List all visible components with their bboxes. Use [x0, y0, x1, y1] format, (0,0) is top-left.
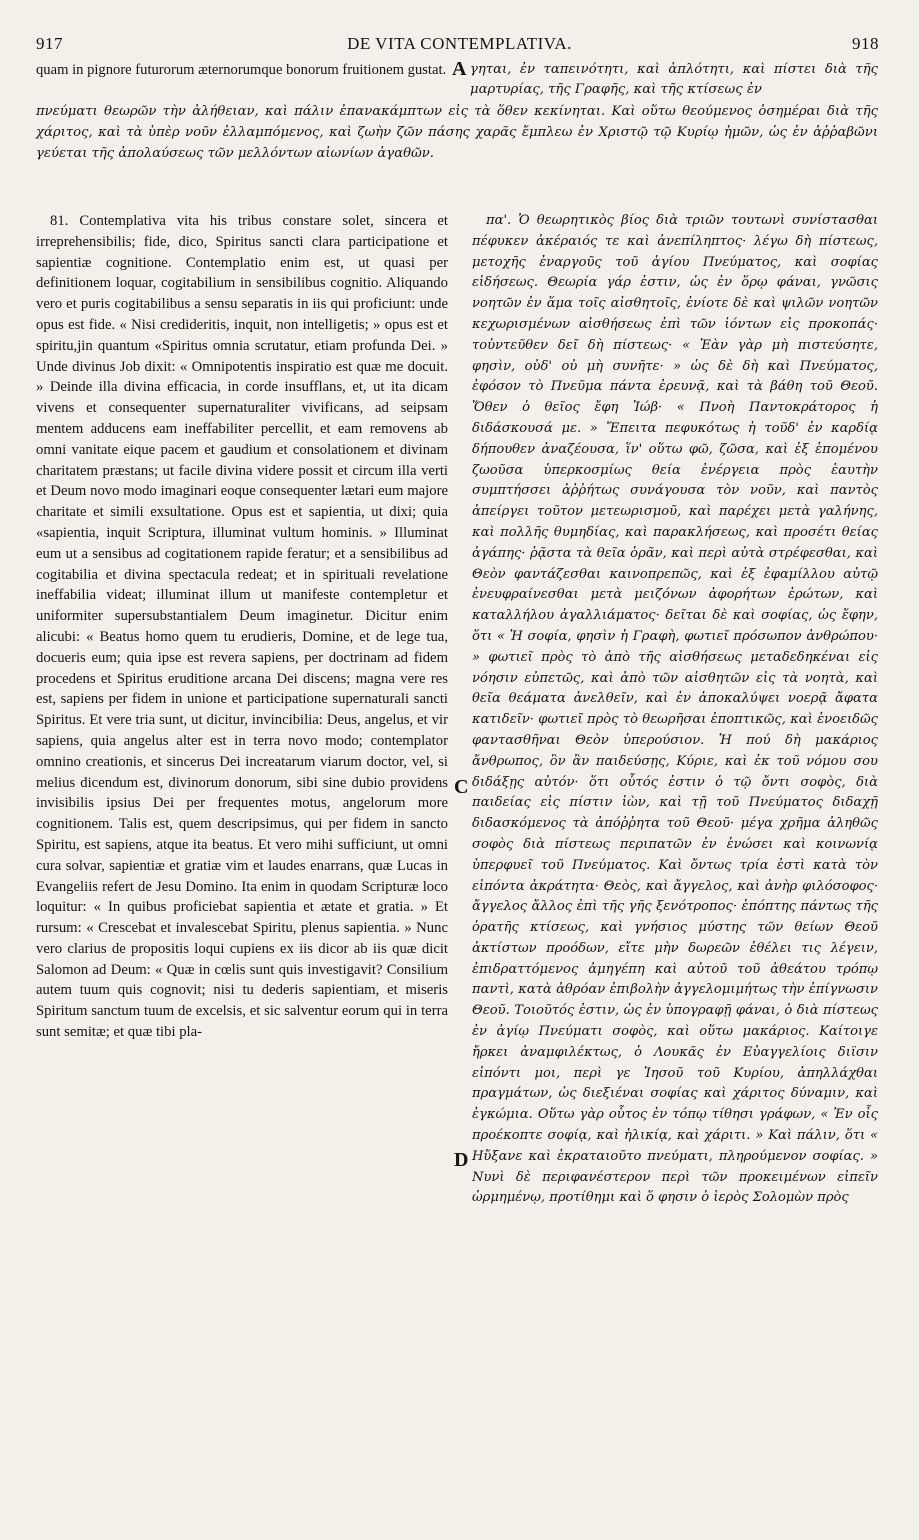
page-number-left: 917 [36, 34, 63, 53]
greek-full-width-passage: πνεύματι θεωρῶν τὴν ἀλήθειαν, καὶ πάλιν ἐπανακάμπτων εἰς τὰ ὅθεν κεκίνηται. Καὶ οὕτω θεούμενος ὁσημέραι διὰ τῆς χάριτος, καὶ τὰ ὑπὲρ νοῦν ἐλλαμπόμενος, καὶ ζωὴν ζῶν πάσης χαρᾶς ἔμπλεω ἐν Χριστῷ τῷ Κυρίῳ ἡμῶν, ὡς ἐν ἀῤῥαβῶνι γεύεται τῆς ἀπολαύσεως τῶν μελλόντων αἰωνίων ἀγαθῶν. [36, 104, 878, 162]
page-number-right: 918 [852, 34, 879, 53]
page-header [0, 34, 919, 58]
margin-letter-c: C [454, 776, 469, 798]
margin-letter-a: A [452, 58, 467, 80]
margin-letter-d: D [454, 1149, 469, 1171]
latin-paragraph-81: 81. Contemplativa vita his tribus constare solet, sincera et irreprehensibilis; fide, dico, Spiritus sancti clara participatione et sapientiæ cognitione. Contemplatio enim est, ut quasi per definitionem loquar, cogitabilium in sensibilibus cognitio. Aliquando vero et puris cogitabilibus a sensu separatis in iis qui proficiunt: unde opus est fide. « Nisi credideritis, inquit, non intelligetis; » opus est et spiritu,jin quantum «Spiritus omnia scrutatur, etiam profunda Dei. » Unde divinus Job dixit: « Omnipotentis inspiratio est quæ me docuit. » Deinde illa divina efficacia, in corde insufflans, et, ut ita dicam vivens et consequenter supernaturaliter vivificans, ad seipsam mentem adducens eam ineffabiliter percellit, et eam removens ab omni vanitate eique pacem et gaudium et consolationem et divinam charitatem præstans; ut facile divina videre possit et circum illa verti et Deum novo modo imaginari eoque consequenter lætari eum majore charitate et simili exsultatione. Opus est et sapientia, ut dixi; quia «sapientia, inquit Scriptura, illuminat vultum hominis. » Illuminat eum ut a sensibus ad cogitationem rapide feratur; et a sensibilibus ad cogitabilia et divina spectacula redeat; et in spirituali revelatione ineffabilia videat; illuminat illum ut manifeste contempletur et uniformiter supersubstantialem Deum imaginetur. Dicitur enim alicubi: « Beatus homo quem tu erudieris, Domine, et de lege tua, docueris eum; quia ipse est revera sapiens, per doctrinam ad fidem procedens et Spiritus eruditione arcana Dei discens; magna vere res est, sapiens per fidem in unione et participatione supernaturali sancti Spiritus. Et vere tria sunt, ut dicitur, invincibilia: Deus, angelus, et vir sapiens, quia angelus alter est in terra novo modo; contemplator omnino creationis, et sincerus Dei increatarum viarum doctor, vel, si melius dicendum est, divinorum donorum, sibi sine dubio providens invisibilis ipsius Dei per frequentes motus, angelorum more cognitionem. Talis est, quem descripsimus, qui per fidem in sancto Spiritu, est sapiens, atque ita beatus. Et vero mihi sufficiunt, ut omni cura solvar, sapientiæ et gratiæ vim et laudes enarrans, quæ Lucas in Evangeliis refert de Jesu Domino. Ita enim in quodam Scripturæ loco loquitur: « In quibus proficiebat sapientia et ætate et gratia. » Et rursum: « Crescebat et invalescebat Spiritu, plenus sapientia. » Nunc vero clarius de propositis loqui cupiens ex iis dicor ab iis quæ dicit Salomon ad Deum: « Quæ in cœlis sunt quis investigavit? Consilium autem tuum quis cognovit; nisi tu dederis sapientiam, et miseris Spiritum sanctum tuum de excelsis, et sic salventur eorum qui in terra sunt semitæ; et quæ tibi pla- [36, 213, 448, 1041]
running-title: DE VITA CONTEMPLATIVA. [347, 34, 572, 53]
greek-continuation: γηται, ἐν ταπεινότητι, καὶ ἁπλότητι, καὶ πίστει διὰ τῆς μαρτυρίας, τῆς Γραφῆς, καὶ τῆς κτίσεως ἐν [470, 62, 878, 97]
latin-continuation: quam in pignore futurorum æternorumque bonorum fruitionem gustat. [36, 62, 447, 78]
greek-column [472, 211, 878, 1209]
greek-paragraph-81: πα'. Ὁ θεωρητικὸς βίος διὰ τριῶν τουτωνὶ συνίστασθαι πέφυκεν ἀκέραιός τε καὶ ἀνεπίληπτος· λέγω δὴ πίστεως, μετοχῆς ἐναργοῦς τοῦ ἁγίου Πνεύματος, καὶ σοφίας εἰδήσεως. Θεωρία γάρ ἐστιν, ὡς ἐν ὅρῳ φάναι, γνῶσις νοητῶν ἐν ἅμα τοῖς αἰσθητοῖς, ἐνίοτε δὲ καὶ ψιλῶν νοητῶν κεχωρισμένων αἰσθήσεως ἐπὶ τῶν ἰόντων εἰς προκοπάς· τοὐντεῦθεν δεῖ δὴ πίστεως· « Ἐὰν γὰρ μὴ πιστεύσητε, φησὶν, οὐδ' οὐ μὴ συνῆτε· » ὡς δὲ δὴ καὶ Πνεύματος, ἐφόσον τὸ Πνεῦμα πάντα ἐρευνᾷ, καὶ τὰ βάθη τοῦ Θεοῦ. Ὅθεν ὁ θεῖος ἔφη Ἰώβ· « Πνοὴ Παντοκράτορος ἡ διδάσκουσά με. » Ἔπειτα πεφυκότως ἡ τοῦδ' ἐν καρδίᾳ δήπουθεν ἀναζέουσα, ἵν' οὕτω φῶ, ζῶσα, καὶ ἐξ ἑπομένου ζωοῦσα ὑπερκοσμίως θεία ἐνέργεια πρὸς ἑαυτὴν συμπτήσσει ἀῤῥήτως συνάγουσα τὸν νοῦν, καὶ παντὸς ἀπείργει τοῦτον μετεωρισμοῦ, καὶ παρέχει μετὰ γαλήνης, καὶ πολλῆς θυμηδίας, καὶ παρακλήσεως, καὶ προσέτι θείας ἀγάπης· ῥᾷστα τὰ θεῖα ὁρᾶν, καὶ περὶ αὐτὰ στρέφεσθαι, καὶ Θεὸν φαντάζεσθαι καινοπρεπῶς, καὶ ἐξ ἐφαμίλλου αὐτῷ ἐνευφραίνεσθαι μετὰ μειζόνων ἀφορήτων ἐρώτων, καὶ καταλλήλου ἀγαλλιάματος· δεῖται δὲ καὶ σοφίας, ὡς ἔφην, ὅτι « Ἡ σοφία, φησὶν ἡ Γραφὴ, φωτιεῖ πρόσωπον ἀνθρώπου· » φωτιεῖ πρὸς τὸ ἀπὸ τῆς αἰσθήσεως μεταδεδηκέναι εἰς νόησιν εὐπετῶς, καὶ ἀπὸ τῶν αἰσθητῶν εἰς τὰ νοητὰ, καὶ θεῖα θεάματα ἀνελθεῖν, καὶ ἐν ἀποκαλύψει νοερᾷ ἄφατα κατιδεῖν· φωτιεῖ πρὸς τὸ θεωρῆσαι ἐποπτικῶς, καὶ ἑνοειδῶς φαντασθῆναι Θεὸν ὑπερούσιον. Ἡ πού δὴ μακάριος ἄνθρωπος, ὃν ἂν παιδεύσῃς, Κύριε, καὶ ἐκ τοῦ νόμου σου διδάξῃς αὐτόν· ὅτι οὗτός ἐστιν ὁ τῷ ὄντι σοφὸς, διὰ παιδείας εἰς πίστιν ἰὼν, καὶ τῇ τοῦ Πνεύματος διδαχῇ διδασκόμενος τὰ ἀπόῤῥητα τοῦ Θεοῦ· μέγα χρῆμα ἀληθῶς σοφὸς διὰ πίστεως περιπατῶν ἐν ἑνώσει καὶ κοινωνίᾳ ὑπερφυεῖ τοῦ Πνεύματος. Καὶ ὄντως τρία ἐστὶ κατὰ τὸν εἰπόντα ἀκράτητα· Θεὸς, καὶ ἄγγελος, καὶ ἀνὴρ φιλόσοφος· ἄγγελος ἄλλος ἐπὶ τῆς γῆς ξενότροπος· ἐπόπτης πάντως τῆς ὁρατῆς κτίσεως, καὶ γνήσιος μύστης τῶν θείων Θεοῦ ἀκτίστων προόδων, εἴτε μὴν δωρεῶν ἐθέλει τις λέγειν, ἐπιδραττόμενος ἀμηγέπη καὶ αὐτοῦ τοῦ ἀθεάτου τρόπῳ παντὶ, κατὰ ἀθρόαν ἐπιβολὴν ἀγγελομιμήτως τὴν ἐπίγνωσιν Θεοῦ. Τοιοῦτός ἐστιν, ὡς ἐν ὑπογραφῇ φάναι, ὁ διὰ πίστεως ἐν ἁγίῳ Πνεύματι σοφὸς, καὶ οὕτω μακάριος. Καίτοιγε ἤρκει ἀναμφιλέκτως, ὁ Λουκᾶς ἐν Εὐαγγελίοις διϊσιν εἰπόντι μοι, περὶ γε Ἰησοῦ τοῦ Κυρίου, ἀπηλλάχθαι πραγμάτων, ὡς διεξιέναι σοφίας καὶ χάριτος δύναμιν, καὶ ἐγκώμια. Οὕτω γὰρ οὗτος ἐν τόπῳ τίθησι γράφων, « Ἐν οἷς προέκοπτε σοφίᾳ, καὶ ἡλικίᾳ, καὶ χάριτι. » Καὶ πάλιν, ὅτι « Ηὔξανε καὶ ἐκραταιοῦτο πνεύματι, πληρούμενον σοφίας. » Νυνὶ δὲ περιφανέστερον περὶ τῶν προκειμένων εἰπεῖν ὡρμημένῳ, προτίθημι καὶ ὅ φησιν ὁ ἱερὸς Σολομὼν πρὸς [472, 213, 878, 1206]
latin-column [36, 211, 448, 1043]
